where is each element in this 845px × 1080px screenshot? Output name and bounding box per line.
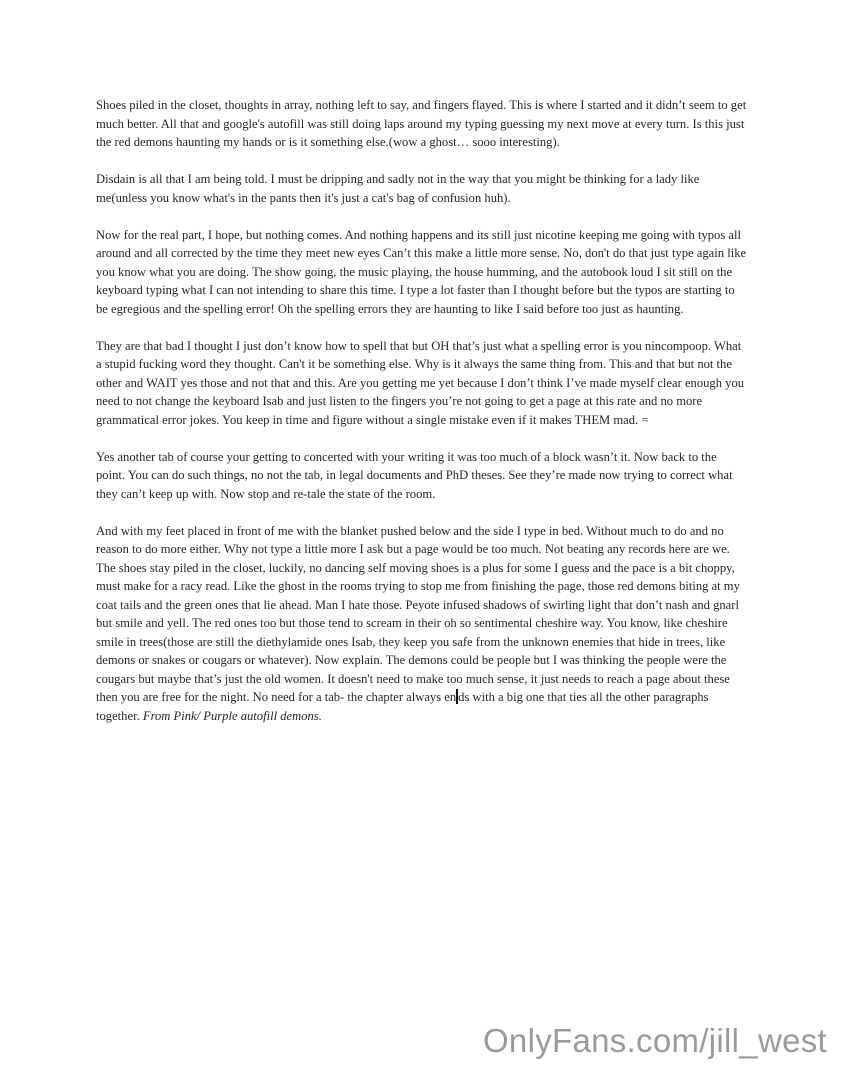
document-body[interactable]: [96, 96, 748, 744]
paragraph-6-text-after-cursor: ds with a big one that ties all the other paragraphs together.: [96, 690, 709, 723]
paragraph-6-text-before-cursor: And with my feet placed in front of me with the blanket pushed below and the side I type in bed. Without much to do and no reason to do more either. Why not type a little more I ask but a page would be too much. Not beating any records here are we. The shoes stay piled in the closet, luckily, no dancing self moving shoes is a plus for some I guess and the pace is a bit choppy, must make for a racy read. Like the ghost in the rooms trying to stop me from finishing the page, those red demons biting at my coat tails and the green ones that lie ahead. Man I hate those. Peyote infused shadows of swirling light that don’t nash and gnarl but smile and yell. The red ones too but those tend to scream in their oh so sentimental cheshire way. You know, like cheshire smile in trees(those are still the diethylamide ones Isab, they keep you safe from the unknown enemies that hide in trees, like demons or snakes or cougars or whatever). Now explain. The demons could be people but I was thinking the people were the cougars but maybe that’s just the old women. It doesn't need to make too much sense, it just needs to reach a page about these then you are free for the night. No need for a tab- the chapter always en: [96, 523, 740, 704]
paragraph-1: Shoes piled in the closet, thoughts in array, nothing left to say, and fingers flayed. This is where I started and it didn’t seem to get much better. All that and google's autofill was still doing laps around my typing guessing my next move at every turn. Is this just the red demons haunting my hands or is it something else.(wow a ghost… sooo interesting).: [96, 98, 747, 149]
paragraph-4: They are that bad I thought I just don’t know how to spell that but OH that’s just what a spelling error is you nincompoop. What a stupid fucking word they thought. Can't it be something else. Why is it always the same thing from. This and that but not the other and WAIT yes those and not that and this. Are you getting me yet because I don’t think I’ve made myself clear enough you need to not change the keyboard Isab and just listen to the fingers you’re not going to get a page at this rate and no more grammatical error jokes. You keep in time and figure without a single mistake even if it makes THEM mad. =: [96, 338, 745, 427]
watermark-text: OnlyFans.com/jill_west: [482, 1022, 827, 1059]
paragraph-3: Now for the real part, I hope, but nothing comes. And nothing happens and its still just nicotine keeping me going with typos all around and all corrected by the time they meet new eyes Can’t this make a little more sense. No, don't do that just type again like you know what you are doing. The show going, the music playing, the house humming, and the autobook loud I sit still on the keyboard typing what I can not intending to share this time. I type a lot faster than I thought before but the typos are starting to be egregious and the spelling error! Oh the spelling errors they are haunting to like I said before too just as haunting.: [96, 227, 747, 316]
paragraph-5: Yes another tab of course your getting to concerted with your writing it was too much of a block wasn’t it. Now back to the point. You can do such things, no not the tab, in legal documents and PhD theses. See they’re made now trying to correct what they can’t keep up with. Now stop and re-tale the state of the room.: [96, 449, 733, 501]
signature-line: From Pink/ Purple autofill demons.: [142, 708, 322, 723]
paragraph-6: [96, 522, 748, 726]
paragraph-2: Disdain is all that I am being told. I must be dripping and sadly not in the way that you might be thinking for a lady like me(unless you know what's in the pants then it's just a cat's bag of confusion huh).: [96, 172, 700, 205]
